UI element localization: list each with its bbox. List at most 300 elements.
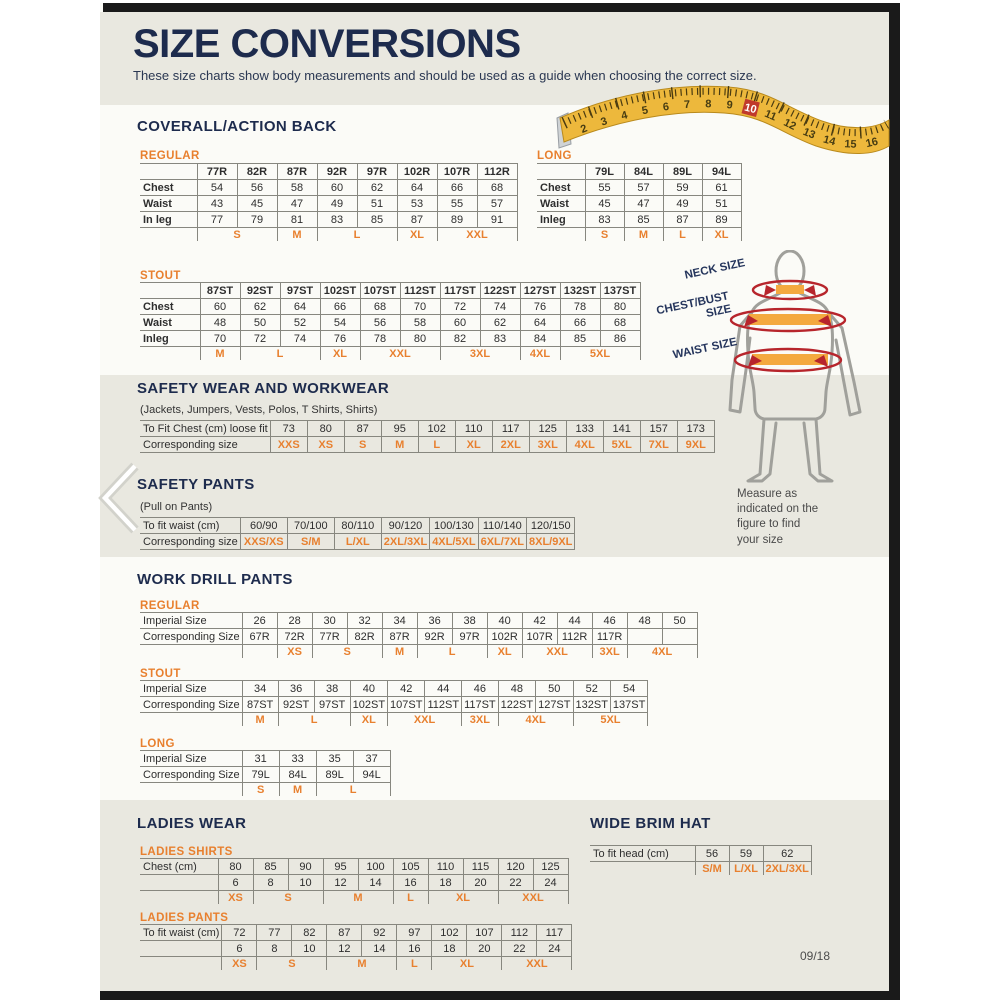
value-cell: 38	[452, 613, 487, 629]
svg-text:16: 16	[864, 135, 880, 151]
value-cell: 42	[388, 681, 425, 697]
value-cell: 97ST	[314, 697, 350, 713]
value-cell: 70	[400, 299, 440, 315]
sublabel-coverall-long: LONG	[537, 150, 572, 162]
value-cell: 127ST	[536, 697, 573, 713]
value-cell: 112R	[557, 629, 592, 645]
value-cell: 52	[280, 315, 320, 331]
value-cell: 141	[603, 421, 640, 437]
row-label-cell: In leg	[140, 212, 197, 228]
value-cell: 90/120	[381, 518, 429, 534]
value-cell: 117ST	[462, 697, 499, 713]
value-cell	[662, 629, 697, 645]
value-cell: 8XL/9XL	[527, 534, 575, 550]
sublabel-coverall-regular: REGULAR	[140, 150, 200, 162]
value-cell: 100	[358, 859, 393, 875]
bottom-black-bar	[100, 991, 900, 1000]
size-label-cell: L	[317, 228, 397, 242]
section-heading-ladies: LADIES WEAR	[137, 815, 247, 832]
value-cell: 55	[437, 196, 477, 212]
value-cell: 85	[357, 212, 397, 228]
size-label-cell: 5XL	[560, 347, 640, 361]
size-label-cell: XL	[397, 228, 437, 242]
value-cell: 110	[455, 421, 492, 437]
size-label-cell: 3XL	[440, 347, 520, 361]
value-cell: 28	[277, 613, 312, 629]
coverall-regular-table	[140, 163, 518, 241]
column-header-cell: 94L	[702, 164, 741, 180]
size-label-cell: L	[393, 891, 428, 905]
size-label-cell: 4XL	[498, 713, 573, 727]
value-cell: 89L	[316, 767, 353, 783]
size-label-cell: S	[585, 228, 624, 242]
size-table	[140, 858, 569, 904]
size-label-cell: XS	[222, 957, 257, 971]
column-header-cell: 92ST	[240, 283, 280, 299]
value-cell: 20	[467, 941, 502, 957]
size-label-cell: M	[242, 713, 278, 727]
value-cell: 12	[327, 941, 362, 957]
value-cell: 62	[240, 299, 280, 315]
chevron-left-icon	[93, 458, 145, 538]
size-spacer-cell	[590, 862, 695, 876]
value-cell: 122ST	[498, 697, 535, 713]
svg-text:8: 8	[705, 98, 712, 111]
size-label-cell: XXL	[502, 957, 572, 971]
section-heading-work-drill: WORK DRILL PANTS	[137, 571, 293, 588]
column-header-cell: 92R	[317, 164, 357, 180]
value-cell: 30	[312, 613, 347, 629]
page-subtitle: These size charts show body measurements and should be used as a guide when choosing the correct size.	[133, 68, 757, 83]
value-cell: 77	[257, 925, 292, 941]
value-cell: 102R	[487, 629, 522, 645]
row-label-cell: To Fit Chest (cm) loose fit	[140, 421, 270, 437]
value-cell: 44	[425, 681, 462, 697]
value-cell: 40	[487, 613, 522, 629]
value-cell: 117	[537, 925, 572, 941]
value-cell: 34	[242, 681, 278, 697]
value-cell: 49	[317, 196, 357, 212]
value-cell: 52	[573, 681, 610, 697]
value-cell: 82	[292, 925, 327, 941]
value-cell: 102	[418, 421, 455, 437]
svg-text:3: 3	[599, 115, 609, 129]
value-cell: 107R	[522, 629, 557, 645]
value-cell: 20	[463, 875, 498, 891]
value-cell: 54	[320, 315, 360, 331]
value-cell: 50	[662, 613, 697, 629]
column-header-cell: 127ST	[520, 283, 560, 299]
value-cell: XXS/XS	[240, 534, 287, 550]
safety-wear-note: (Jackets, Jumpers, Vests, Polos, T Shirts, Shirts)	[140, 404, 378, 416]
size-label-cell: M	[327, 957, 397, 971]
value-cell: 5XL	[603, 437, 640, 453]
size-label-cell: XL	[350, 713, 387, 727]
size-label-cell: M	[624, 228, 663, 242]
value-cell: 24	[537, 941, 572, 957]
value-cell: 16	[397, 941, 432, 957]
value-cell: 86	[600, 331, 640, 347]
row-label-cell: Imperial Size	[140, 751, 242, 767]
value-cell: 132ST	[573, 697, 610, 713]
value-cell: 62	[763, 846, 811, 862]
value-cell: XXS	[270, 437, 307, 453]
value-cell: 87	[663, 212, 702, 228]
value-cell: 22	[502, 941, 537, 957]
column-header-cell: 84L	[624, 164, 663, 180]
value-cell: 120	[498, 859, 533, 875]
value-cell: 68	[360, 299, 400, 315]
size-label-cell: XXL	[388, 713, 462, 727]
value-cell: 64	[280, 299, 320, 315]
value-cell: 6	[218, 875, 253, 891]
row-label-cell: Inleg	[537, 212, 585, 228]
row-label-cell: Imperial Size	[140, 681, 242, 697]
value-cell: 45	[237, 196, 277, 212]
coverall-long-table	[537, 163, 742, 241]
drill-regular-table	[140, 612, 698, 658]
section-heading-coverall: COVERALL/ACTION BACK	[137, 118, 337, 135]
size-label-cell: M	[382, 645, 417, 659]
size-label-cell: M	[323, 891, 393, 905]
svg-text:2: 2	[579, 122, 590, 136]
column-header-cell: 107R	[437, 164, 477, 180]
value-cell: 66	[560, 315, 600, 331]
value-cell: 50	[240, 315, 280, 331]
safety-pants-note: (Pull on Pants)	[140, 501, 213, 513]
drill-stout-table	[140, 680, 648, 726]
value-cell: 51	[702, 196, 741, 212]
value-cell: 36	[278, 681, 314, 697]
row-label-cell: Waist	[537, 196, 585, 212]
value-cell: 95	[323, 859, 358, 875]
sublabel-ladies-pants: LADIES PANTS	[140, 912, 229, 924]
size-label-cell: L	[397, 957, 432, 971]
value-cell: 83	[480, 331, 520, 347]
page-footer-date: 09/18	[800, 949, 831, 963]
coverall-stout-table	[140, 282, 641, 360]
column-header-cell: 132ST	[560, 283, 600, 299]
value-cell: 76	[520, 299, 560, 315]
row-label-cell: Waist	[140, 315, 200, 331]
svg-text:9: 9	[725, 99, 734, 112]
tape-number	[844, 138, 857, 151]
size-spacer-cell	[140, 228, 197, 242]
column-header-cell: 137ST	[600, 283, 640, 299]
value-cell: 87R	[382, 629, 417, 645]
value-cell: 31	[242, 751, 279, 767]
value-cell: 110/140	[478, 518, 526, 534]
size-label-cell: 4XL	[520, 347, 560, 361]
size-table	[140, 924, 572, 970]
column-header-cell: 102ST	[320, 283, 360, 299]
value-cell: 26	[242, 613, 277, 629]
value-cell: 47	[277, 196, 317, 212]
value-cell: 38	[314, 681, 350, 697]
size-label-cell: S	[197, 228, 277, 242]
value-cell: S/M	[287, 534, 334, 550]
svg-text:4: 4	[619, 109, 629, 123]
size-spacer-cell	[140, 783, 242, 797]
size-label-cell: L/XL	[729, 862, 763, 876]
column-header-cell: 112R	[477, 164, 517, 180]
value-cell: 7XL	[640, 437, 677, 453]
value-cell: 10	[292, 941, 327, 957]
value-cell: 72	[240, 331, 280, 347]
value-cell: 97R	[452, 629, 487, 645]
body-measurement-figure	[702, 250, 862, 490]
value-cell: 3XL	[529, 437, 566, 453]
figure-waist-label: WAIST SIZE	[671, 336, 739, 362]
size-spacer-cell	[537, 228, 585, 242]
size-label-cell: XL	[702, 228, 741, 242]
value-cell: 74	[480, 299, 520, 315]
size-table	[140, 517, 575, 550]
value-cell: 57	[624, 180, 663, 196]
value-cell: 68	[477, 180, 517, 196]
column-header-cell: 79L	[585, 164, 624, 180]
value-cell: 34	[382, 613, 417, 629]
value-cell: 46	[462, 681, 499, 697]
tape-number	[726, 99, 733, 112]
value-cell: 40	[350, 681, 387, 697]
value-cell: 53	[397, 196, 437, 212]
value-cell: 66	[437, 180, 477, 196]
value-cell: 45	[585, 196, 624, 212]
page-title: SIZE CONVERSIONS	[133, 22, 521, 66]
hat-table	[590, 845, 812, 875]
value-cell: 70/100	[287, 518, 334, 534]
value-cell: 64	[520, 315, 560, 331]
svg-text:12: 12	[781, 116, 798, 133]
svg-text:10: 10	[742, 101, 758, 117]
value-cell: XL	[455, 437, 492, 453]
size-table	[140, 680, 648, 726]
value-cell: 83	[317, 212, 357, 228]
value-cell: 77	[197, 212, 237, 228]
column-header-cell: 97R	[357, 164, 397, 180]
value-cell: 80/110	[334, 518, 381, 534]
size-label-cell: XL	[320, 347, 360, 361]
row-label-cell	[140, 875, 218, 891]
value-cell: 50	[536, 681, 573, 697]
value-cell: 80	[600, 299, 640, 315]
svg-text:14: 14	[821, 133, 837, 149]
value-cell: 4XL	[566, 437, 603, 453]
size-spacer-cell	[140, 347, 200, 361]
column-header-cell: 77R	[197, 164, 237, 180]
size-table	[140, 420, 715, 453]
value-cell: 82R	[347, 629, 382, 645]
value-cell: 137ST	[610, 697, 647, 713]
tape-number	[684, 99, 691, 111]
value-cell: 125	[529, 421, 566, 437]
size-label-cell: XXL	[498, 891, 568, 905]
value-cell: 12	[323, 875, 358, 891]
value-cell: 60/90	[240, 518, 287, 534]
value-cell: 120/150	[527, 518, 575, 534]
value-cell: 9XL	[677, 437, 714, 453]
sublabel-coverall-stout: STOUT	[140, 270, 181, 282]
sublabel-drill-long: LONG	[140, 738, 175, 750]
value-cell: 80	[400, 331, 440, 347]
value-cell: 42	[522, 613, 557, 629]
size-spacer-cell	[140, 957, 222, 971]
row-label-cell	[140, 941, 222, 957]
svg-text:6: 6	[662, 100, 670, 114]
value-cell: 66	[320, 299, 360, 315]
value-cell: 112	[502, 925, 537, 941]
row-label-cell: Chest (cm)	[140, 859, 218, 875]
value-cell: 110	[428, 859, 463, 875]
value-cell: 54	[197, 180, 237, 196]
table-corner-cell	[537, 164, 585, 180]
value-cell: 173	[677, 421, 714, 437]
value-cell: 44	[557, 613, 592, 629]
size-label-cell: S	[312, 645, 382, 659]
value-cell: 56	[237, 180, 277, 196]
value-cell: 87ST	[242, 697, 278, 713]
section-heading-safety-pants: SAFETY PANTS	[137, 476, 255, 493]
size-label-cell: XXL	[522, 645, 592, 659]
value-cell: 73	[270, 421, 307, 437]
value-cell: 85	[253, 859, 288, 875]
value-cell: 37	[353, 751, 390, 767]
ladies-shirts-table	[140, 858, 569, 904]
size-label-cell: S	[253, 891, 323, 905]
size-label-cell: L	[316, 783, 390, 797]
value-cell	[627, 629, 662, 645]
measure-bands	[749, 285, 831, 365]
size-label-cell: XL	[487, 645, 522, 659]
value-cell: 84	[520, 331, 560, 347]
value-cell: 80	[218, 859, 253, 875]
value-cell: 125	[533, 859, 568, 875]
right-black-bar	[889, 3, 900, 1000]
row-label-cell: Corresponding size	[140, 534, 240, 550]
value-cell: 62	[357, 180, 397, 196]
size-table	[140, 163, 518, 241]
value-cell: L	[418, 437, 455, 453]
svg-text:13: 13	[801, 125, 818, 142]
value-cell: 57	[477, 196, 517, 212]
value-cell: 77R	[312, 629, 347, 645]
size-label-cell: L	[417, 645, 487, 659]
value-cell: 97	[397, 925, 432, 941]
ladies-pants-table	[140, 924, 572, 970]
section-heading-safety-wear: SAFETY WEAR AND WORKWEAR	[137, 380, 390, 397]
value-cell: 46	[592, 613, 627, 629]
value-cell: 78	[560, 299, 600, 315]
drill-long-table	[140, 750, 391, 796]
size-label-cell: 5XL	[573, 713, 648, 727]
value-cell: 105	[393, 859, 428, 875]
table-corner-cell	[140, 283, 200, 299]
value-cell: M	[381, 437, 418, 453]
column-header-cell: 112ST	[400, 283, 440, 299]
size-label-cell: S	[242, 783, 279, 797]
value-cell: XS	[307, 437, 344, 453]
value-cell: 102	[432, 925, 467, 941]
safety-pants-table	[140, 517, 575, 550]
value-cell: 24	[533, 875, 568, 891]
value-cell: 91	[477, 212, 517, 228]
measuring-tape-icon	[556, 82, 890, 168]
value-cell: 55	[585, 180, 624, 196]
value-cell: 92	[362, 925, 397, 941]
size-label-cell: 3XL	[592, 645, 627, 659]
row-label-cell: Chest	[140, 299, 200, 315]
row-label-cell: To fit head (cm)	[590, 846, 695, 862]
size-table	[537, 163, 742, 241]
value-cell: 68	[600, 315, 640, 331]
value-cell: 48	[200, 315, 240, 331]
value-cell: 112ST	[425, 697, 462, 713]
value-cell: 48	[498, 681, 535, 697]
value-cell: 35	[316, 751, 353, 767]
sublabel-drill-stout: STOUT	[140, 668, 181, 680]
size-spacer-cell	[140, 891, 218, 905]
value-cell: 117R	[592, 629, 627, 645]
row-label-cell: Imperial Size	[140, 613, 242, 629]
value-cell: 80	[307, 421, 344, 437]
value-cell: 107ST	[388, 697, 425, 713]
row-label-cell: Corresponding size	[140, 437, 270, 453]
value-cell: 87	[397, 212, 437, 228]
size-label-cell: M	[200, 347, 240, 361]
column-header-cell: 117ST	[440, 283, 480, 299]
size-table	[140, 750, 391, 796]
value-cell: 6	[222, 941, 257, 957]
size-label-cell: XXL	[360, 347, 440, 361]
value-cell: 10	[288, 875, 323, 891]
value-cell: 72R	[277, 629, 312, 645]
size-label-cell: M	[279, 783, 316, 797]
column-header-cell: 107ST	[360, 283, 400, 299]
size-label-cell: L	[278, 713, 350, 727]
figure-caption: Measure as indicated on the figure to find your size	[737, 488, 819, 546]
value-cell: 90	[288, 859, 323, 875]
value-cell: 107	[467, 925, 502, 941]
column-header-cell: 87ST	[200, 283, 240, 299]
value-cell: 87	[344, 421, 381, 437]
value-cell: 56	[360, 315, 400, 331]
value-cell: 58	[400, 315, 440, 331]
value-cell: 92R	[417, 629, 452, 645]
value-cell: 60	[200, 299, 240, 315]
value-cell: 14	[358, 875, 393, 891]
top-black-bar	[103, 3, 900, 12]
value-cell: 61	[702, 180, 741, 196]
value-cell: 85	[560, 331, 600, 347]
value-cell: 16	[393, 875, 428, 891]
svg-text:7: 7	[683, 98, 691, 112]
value-cell: 32	[347, 613, 382, 629]
size-label-cell: 2XL/3XL	[763, 862, 811, 876]
value-cell: 6XL/7XL	[478, 534, 526, 550]
value-cell: 95	[381, 421, 418, 437]
size-label-cell: XL	[432, 957, 502, 971]
value-cell: 67R	[242, 629, 277, 645]
value-cell: 76	[320, 331, 360, 347]
row-label-cell: Corresponding Size	[140, 629, 242, 645]
value-cell: 14	[362, 941, 397, 957]
value-cell: 62	[480, 315, 520, 331]
value-cell: 102ST	[350, 697, 387, 713]
value-cell: 43	[197, 196, 237, 212]
figure-neck-label: NECK SIZE	[683, 257, 747, 282]
size-label-cell: XXL	[437, 228, 517, 242]
